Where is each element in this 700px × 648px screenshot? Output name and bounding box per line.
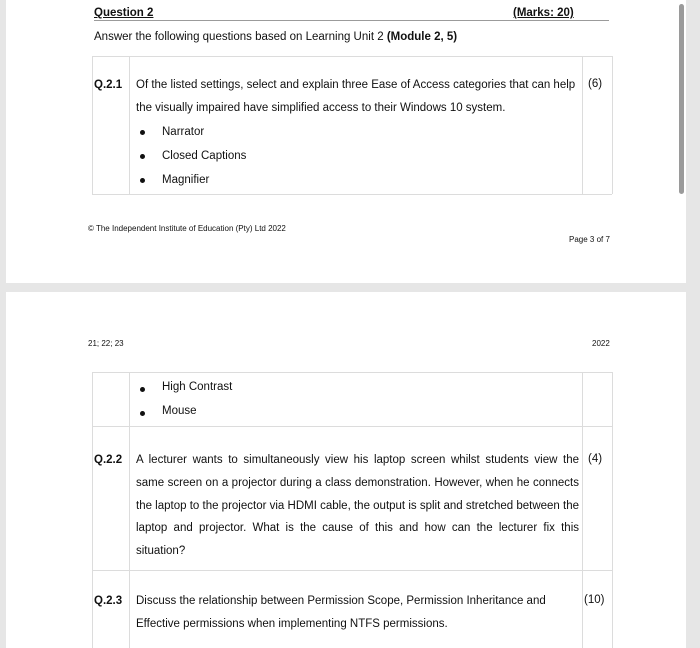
table-rule (92, 194, 612, 195)
bullet-icon (140, 154, 145, 159)
q-marks: (10) (584, 594, 605, 606)
list-item: Narrator (162, 126, 205, 138)
list-item: High Contrast (162, 381, 233, 393)
table-divider (129, 56, 130, 194)
bullet-icon (140, 411, 145, 416)
table-divider (582, 56, 583, 194)
marks-total: (Marks: 20) (513, 7, 574, 19)
instruction-text: Answer the following questions based on Learning Unit 2 (Module 2, 5) (94, 31, 458, 43)
q-number: Q.2.3 (94, 595, 123, 607)
table-rule (92, 372, 612, 373)
table-border-left (92, 372, 93, 648)
table-divider (582, 372, 583, 648)
q-text: the visually impaired have simplified access to their Windows 10 system. (136, 102, 506, 114)
page-header-right: 2022 (592, 339, 610, 348)
q-text: Effective permissions when implementing NTFS permissions. (136, 618, 448, 630)
table-border-right (612, 372, 613, 648)
q-text: Discuss the relationship between Permission Scope, Permission Inheritance and (136, 595, 546, 607)
table-rule (92, 56, 612, 57)
document-page-4 (6, 292, 686, 648)
table-rule (92, 570, 612, 571)
list-item: Closed Captions (162, 150, 247, 162)
table-border-left (92, 56, 93, 194)
question-title: Question 2 (94, 7, 154, 19)
bullet-icon (140, 387, 145, 392)
page-header-left: 21; 22; 23 (88, 339, 124, 348)
table-rule (92, 426, 612, 427)
q-number: Q.2.1 (94, 79, 123, 91)
q-marks: (6) (588, 78, 603, 90)
bullet-icon (140, 130, 145, 135)
q-text: Of the listed settings, select and explain three Ease of Access categories that can help (136, 79, 576, 91)
q-number: Q.2.2 (94, 454, 123, 466)
page-number: Page 3 of 7 (569, 235, 610, 244)
q-marks: (4) (588, 453, 603, 465)
list-item: Mouse (162, 405, 197, 417)
table-border-right (612, 56, 613, 194)
bullet-icon (140, 178, 145, 183)
list-item: Magnifier (162, 174, 210, 186)
scrollbar-thumb[interactable] (679, 4, 684, 194)
table-divider (129, 372, 130, 648)
document-page-3 (6, 0, 686, 283)
q-text: A lecturer wants to simultaneously view his laptop screen whilst students view the same screen on a projector during a class demonstration. However, when he connects the laptop to the projector via HDMI cable, the output is split and stretched between the laptop and projector. What is the cause of this and how can the lecturer fix this situation? (136, 454, 580, 558)
header-rule (94, 20, 609, 21)
copyright-footer: © The Independent Institute of Education (Pty) Ltd 2022 (88, 224, 286, 233)
